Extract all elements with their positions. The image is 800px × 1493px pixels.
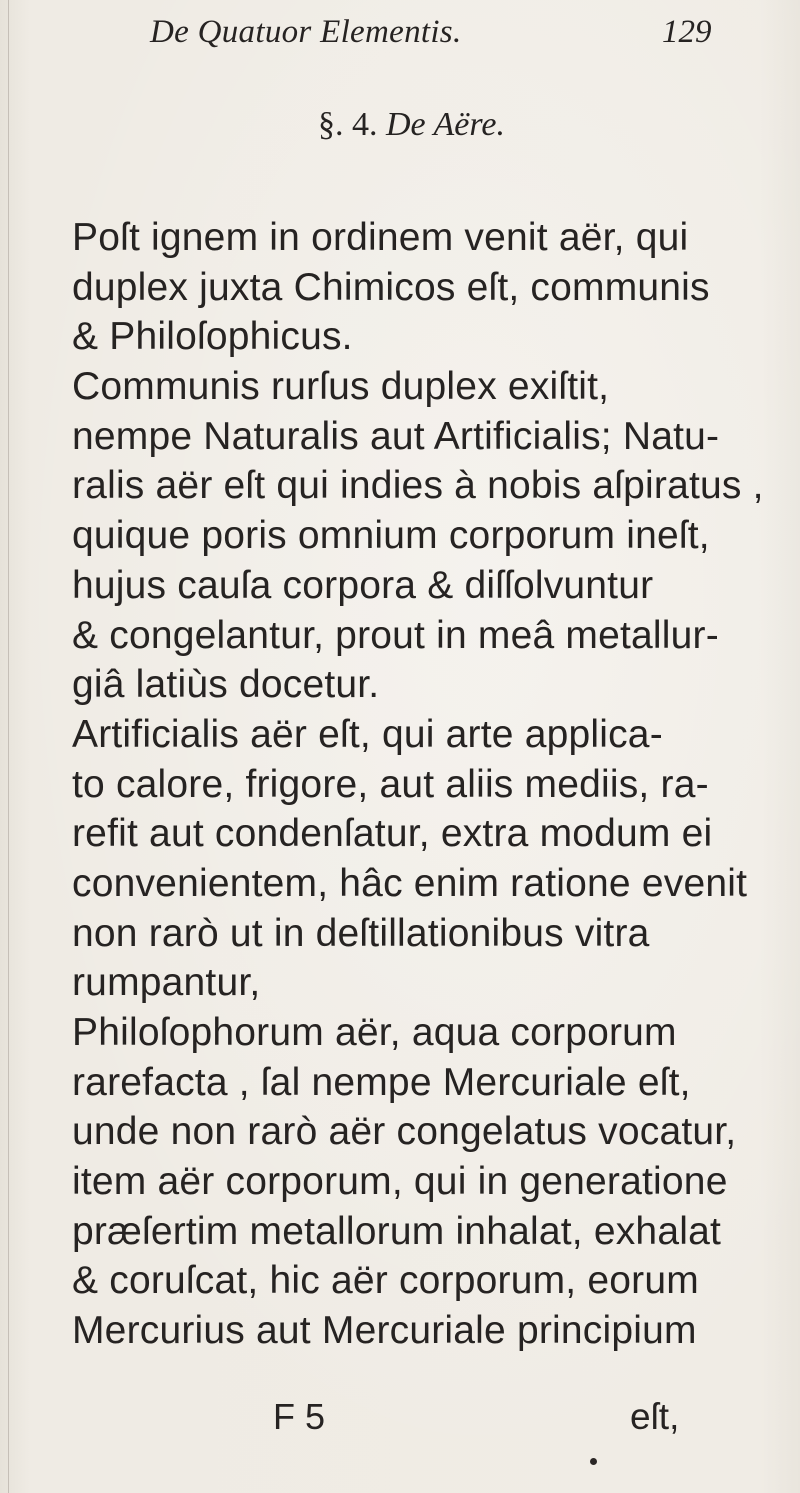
ink-dot [590,1458,597,1465]
text-line: ralis aër eſt qui indies à nobis aſpiratus , [72,464,764,508]
text-line: Communis rurſus duplex exiſtit, [72,365,610,409]
text-line: refit aut condenſatur, extra modum ei [72,812,713,856]
text-line: item aër corporum, qui in generatione [72,1160,728,1204]
text-line: & coruſcat, hic aër corporum, eorum [72,1259,699,1303]
text-line: to calore, frigore, aut aliis mediis, ra- [72,762,709,806]
text-line: & congelantur, prout in meâ metallur- [72,613,719,657]
section-heading [318,106,505,144]
running-head-title: De Quatuor Elementis. [150,14,462,50]
text-line: Artificialis aër eſt, qui arte applica- [72,712,663,756]
page-footer [72,1396,792,1442]
signature-mark: F 5 [273,1396,326,1437]
text-line: rumpantur, [72,961,261,1005]
text-line: duplex juxta Chimicos eſt, communis [72,265,710,309]
text-line: nempe Naturalis aut Artificialis; Natu- [72,414,720,458]
text-line: rarefacta , ſal nempe Mercuriale eſt, [72,1060,691,1104]
text-line: Poſt ignem in ordinem venit aër, qui [72,216,689,259]
text-line: non rarò ut in deſtillationibus vitra [72,911,650,955]
text-line: præſertim metallorum inhalat, exhalat [72,1209,721,1253]
text-line: quique poris omnium corporum ineſt, [72,514,710,558]
catchword: eſt, [630,1396,680,1437]
section-number: §. 4. [318,106,378,143]
text-line: & Philoſophicus. [72,315,353,359]
body-text [72,213,772,1356]
text-line: giâ latiùs docetur. [72,663,380,707]
page-number: 129 [662,14,712,50]
text-line: Philoſophorum aër, aqua corporum [72,1011,677,1054]
page-gutter-edge [8,0,9,1493]
text-line: convenientem, hâc enim ratione evenit [72,861,748,905]
text-line: Mercurius aut Mercuriale principium [72,1309,697,1353]
text-line: hujus cauſa corpora & diſſolvuntur [72,563,654,607]
text-line: unde non rarò aër congelatus vocatur, [72,1110,737,1154]
section-title: De Aëre. [386,106,505,143]
